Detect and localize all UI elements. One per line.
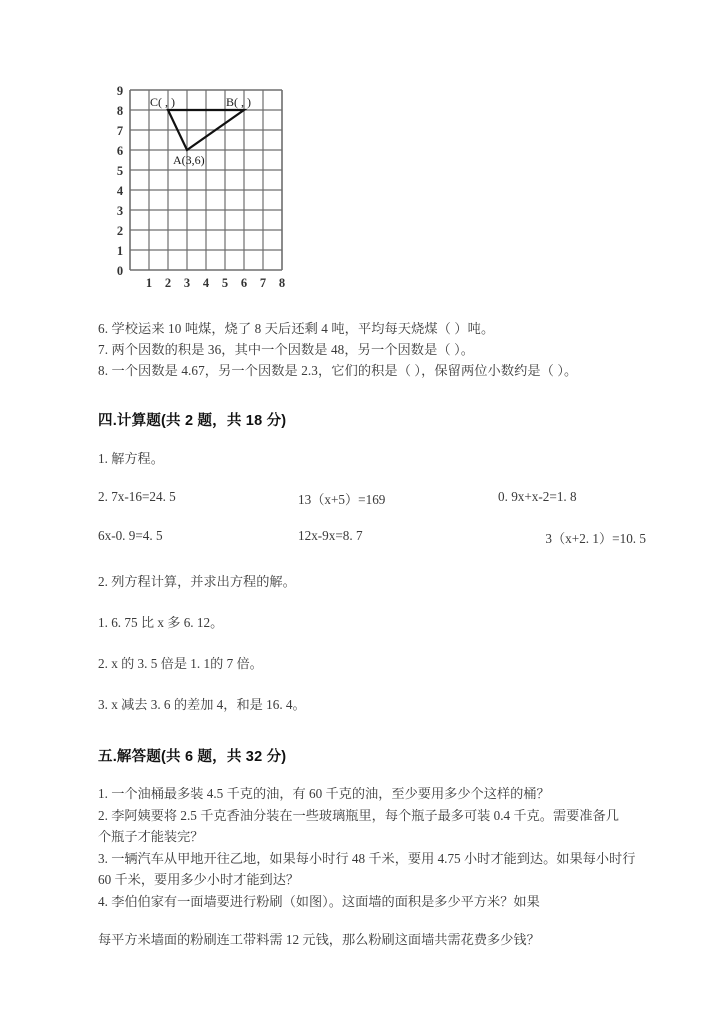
fill-question-8: 8. 一个因数是 4.67，另一个因数是 2.3，它们的积是（ ），保留两位小数约是（ ）。 bbox=[98, 363, 578, 378]
x-tick: 5 bbox=[221, 276, 229, 290]
section-heading-four: 四.计算题(共 2 题，共 18 分) bbox=[98, 413, 287, 429]
section-heading-five: 五.解答题(共 6 题，共 32 分) bbox=[98, 749, 287, 765]
y-tick: 2 bbox=[116, 224, 124, 238]
fill-question-6: 6. 学校运来 10 吨煤，烧了 8 天后还剩 4 吨，平均每天烧煤（ ）吨。 bbox=[98, 321, 495, 336]
y-tick: 1 bbox=[116, 244, 124, 258]
y-tick: 8 bbox=[116, 104, 124, 118]
fill-question-7: 7. 两个因数的积是 36，其中一个因数是 48，另一个因数是（ ）。 bbox=[98, 342, 475, 357]
word-equation-1: 1. 6. 75 比 x 多 6. 12。 bbox=[98, 615, 224, 630]
x-tick: 2 bbox=[164, 276, 172, 290]
x-tick: 4 bbox=[202, 276, 210, 290]
coordinate-grid-svg bbox=[100, 78, 320, 293]
subquestion-2-title: 2. 列方程计算，并求出方程的解。 bbox=[98, 574, 296, 589]
subquestion-1-title: 1. 解方程。 bbox=[98, 451, 164, 466]
grid-lines bbox=[130, 90, 282, 270]
equation-item: 6x-0. 9=4. 5 bbox=[98, 528, 163, 543]
word-equation-3: 3. x 减去 3. 6 的差加 4，和是 16. 4。 bbox=[98, 697, 306, 712]
equation-row-2 bbox=[98, 528, 646, 547]
x-tick: 7 bbox=[259, 276, 267, 290]
y-tick: 5 bbox=[116, 164, 124, 178]
y-tick: 7 bbox=[116, 124, 124, 138]
equation-item: 3（x+2. 1）=10. 5 bbox=[545, 531, 646, 546]
x-tick: 1 bbox=[145, 276, 153, 290]
point-label-c: C( , ) bbox=[150, 95, 175, 109]
word-equation-2: 2. x 的 3. 5 倍是 1. 1的 7 倍。 bbox=[98, 656, 263, 671]
x-axis-tick-labels bbox=[146, 276, 285, 290]
point-label-b: B( , ) bbox=[226, 95, 251, 109]
y-tick: 3 bbox=[116, 204, 124, 218]
y-axis-tick-labels bbox=[117, 84, 124, 278]
word-problem-1: 1. 一个油桶最多装 4.5 千克的油，有 60 千克的油，至少要用多少个这样的桶？ bbox=[98, 786, 550, 801]
worksheet-body bbox=[98, 318, 646, 951]
word-problem-4: 4. 李伯伯家有一面墙要进行粉刷（如图）。这面墙的面积是多少平方米？如果 bbox=[98, 893, 540, 909]
x-tick: 3 bbox=[183, 276, 191, 290]
equation-item: 0. 9x+x-2=1. 8 bbox=[498, 489, 577, 504]
point-label-a: A(3,6) bbox=[173, 153, 205, 167]
word-problem-2: 2. 李阿姨要将 2.5 千克香油分装在一些玻璃瓶里，每个瓶子最多可装 0.4 千克。需要准备几个瓶子才能装完？ bbox=[98, 807, 619, 844]
equation-item: 2. 7x-16=24. 5 bbox=[98, 489, 176, 504]
word-problem-4-continued: 每平方米墙面的粉刷连工带料需 12 元钱，那么粉刷这面墙共需花费多少钱？ bbox=[98, 932, 540, 947]
equation-row-1 bbox=[98, 489, 646, 508]
equation-item: 13（x+5）=169 bbox=[298, 492, 386, 507]
equation-item: 12x-9x=8. 7 bbox=[298, 528, 363, 543]
y-tick: 4 bbox=[116, 184, 124, 198]
y-tick: 0 bbox=[116, 264, 124, 278]
x-tick: 8 bbox=[278, 276, 286, 290]
y-tick: 6 bbox=[116, 144, 124, 158]
point-labels bbox=[150, 95, 251, 167]
y-tick: 9 bbox=[116, 84, 124, 98]
word-problem-3: 3. 一辆汽车从甲地开往乙地，如果每小时行 48 千米，要用 4.75 小时才能到达。如果每小时行 60 千米，要用多少小时才能到达？ bbox=[98, 850, 636, 887]
coordinate-grid-figure bbox=[100, 78, 320, 293]
x-tick: 6 bbox=[240, 276, 248, 290]
